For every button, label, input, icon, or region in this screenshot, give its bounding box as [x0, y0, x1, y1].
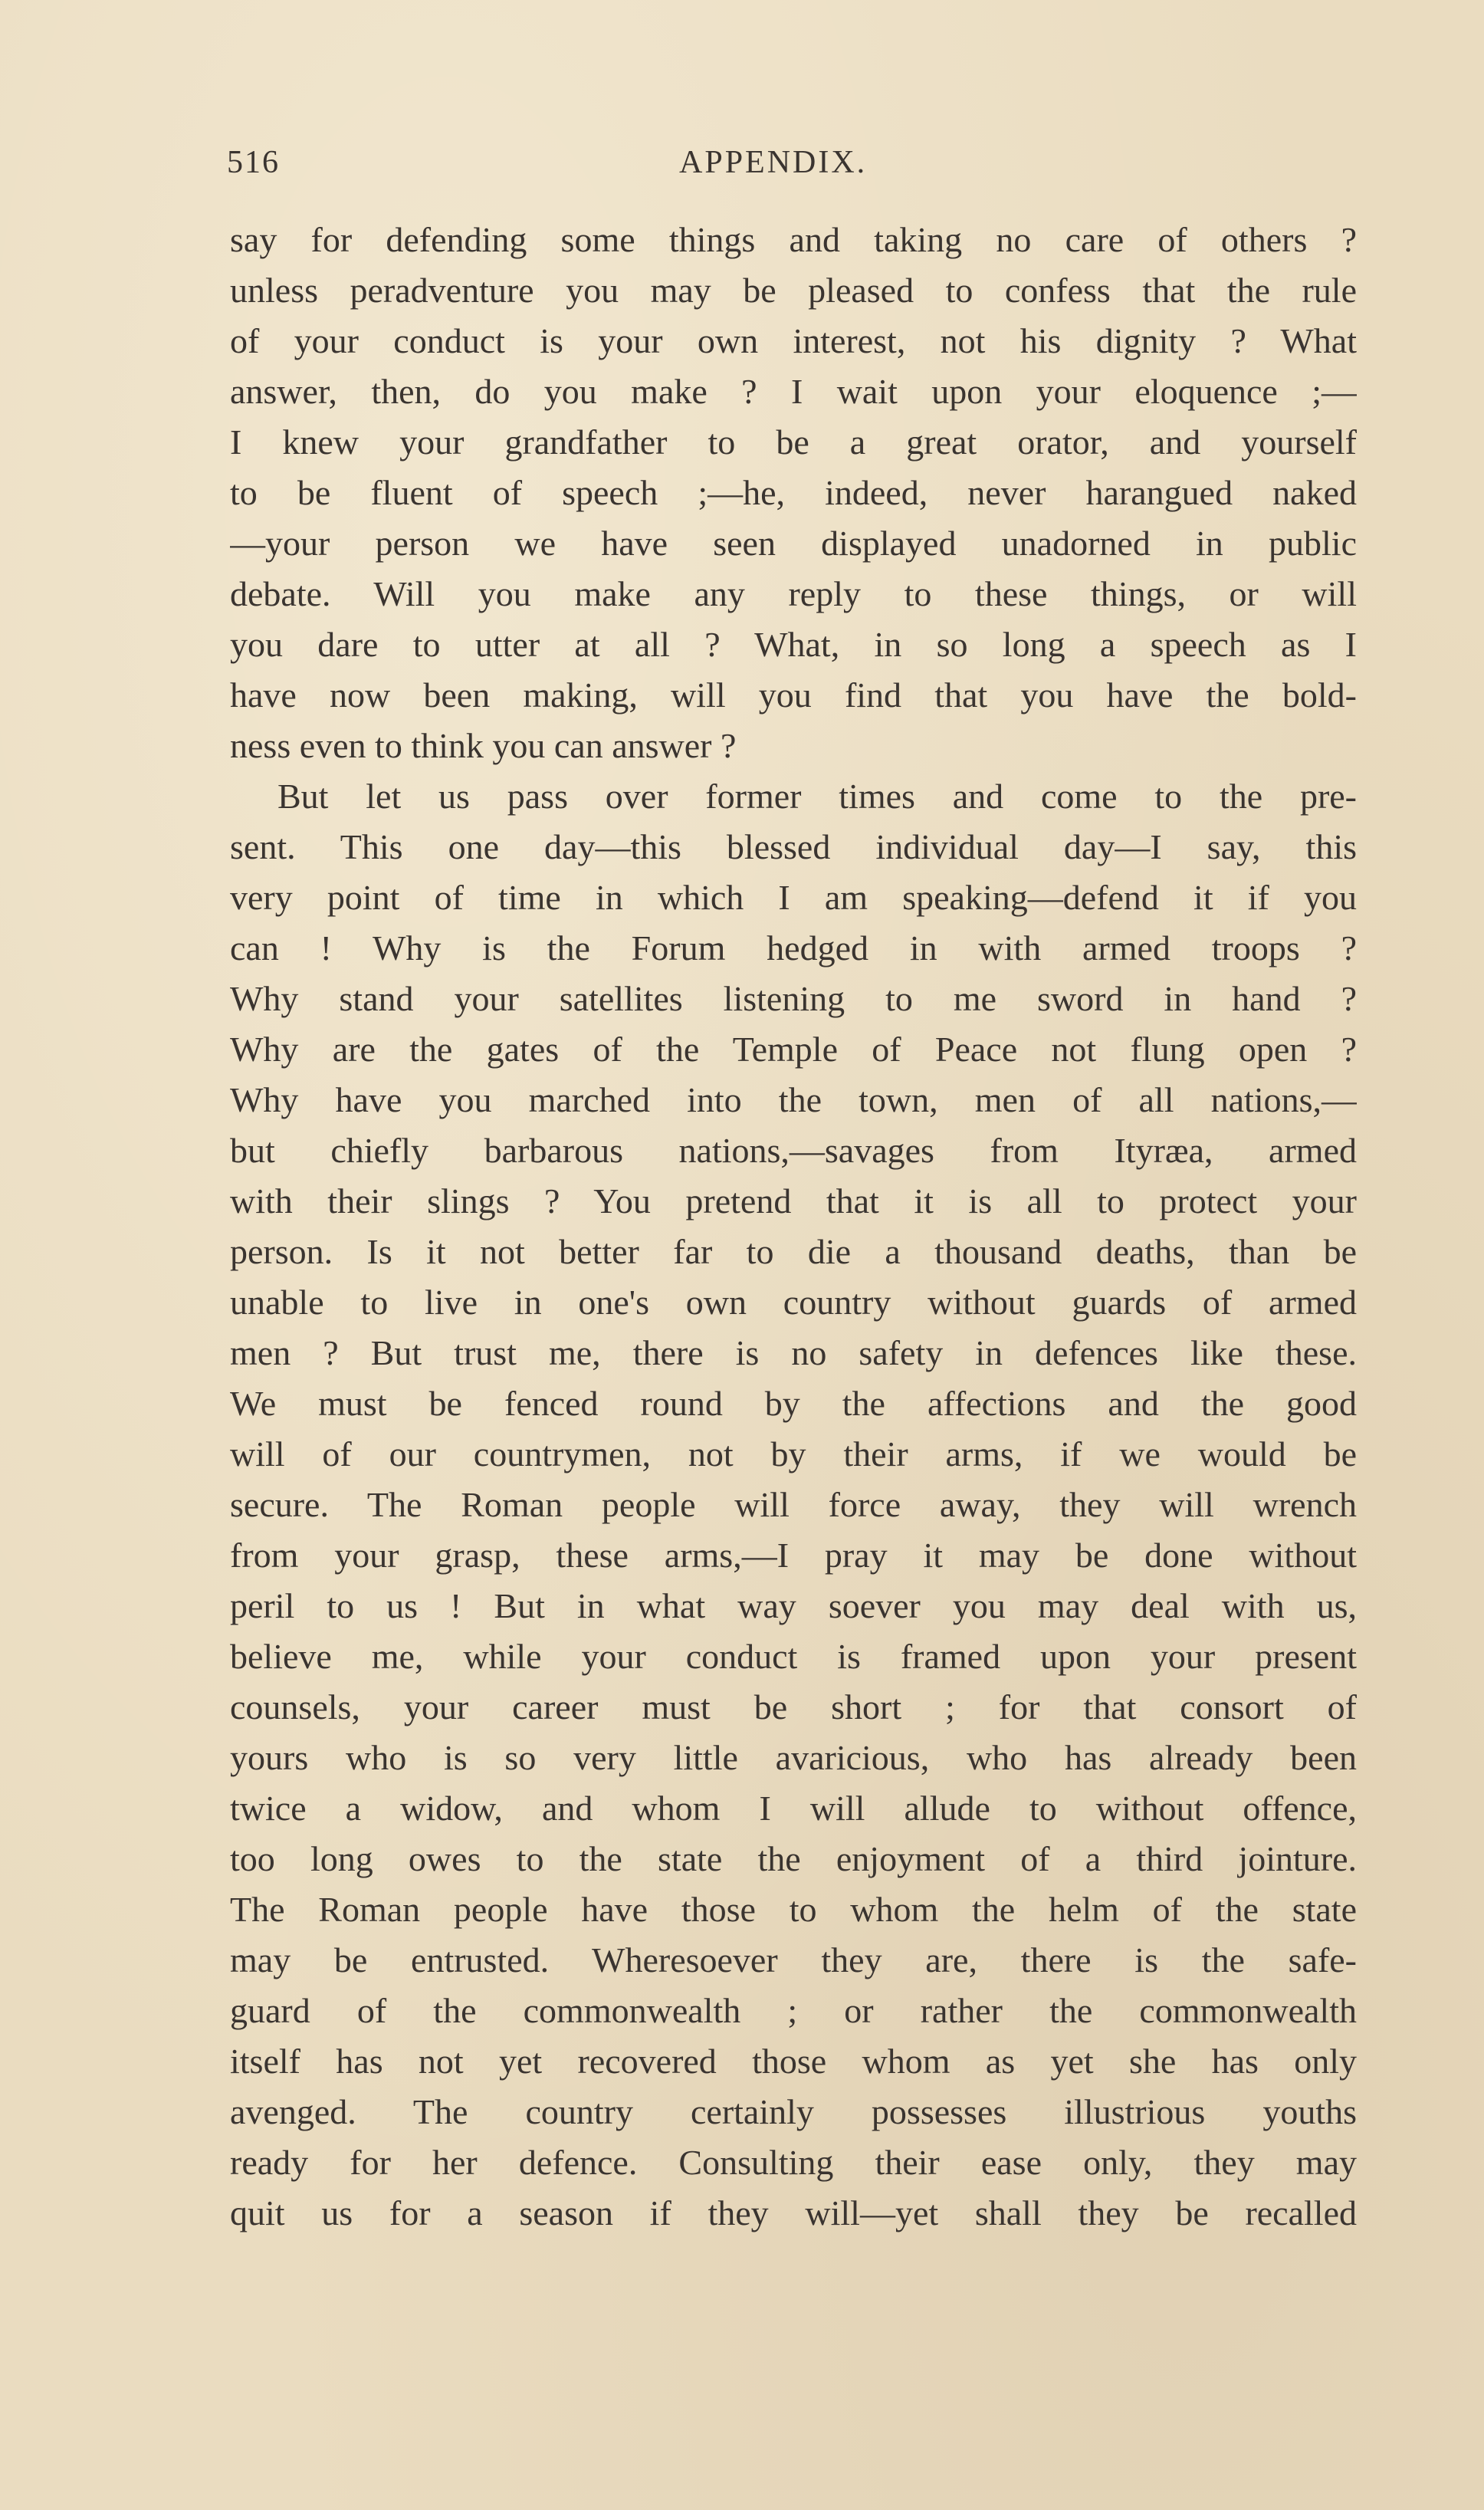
- text-line: twice a widow, and whom I will allude to without offence,: [230, 1789, 1357, 1828]
- text-line: unable to live in one's own country without guards of armed: [230, 1283, 1357, 1322]
- text-line: you dare to utter at all ? What, in so long a speech as I: [230, 625, 1357, 664]
- text-line: say for defending some things and taking no care of others ?: [230, 220, 1357, 259]
- text-line: very point of time in which I am speaking—defend it if you: [230, 878, 1357, 917]
- body-text: [230, 215, 1357, 2239]
- text-line: We must be fenced round by the affections and the good: [230, 1384, 1357, 1423]
- text-line: from your grasp, these arms,—I pray it may be done without: [230, 1536, 1357, 1575]
- text-line: guard of the commonwealth ; or rather the commonwealth: [230, 1991, 1357, 2030]
- text-line: peril to us ! But in what way soever you may deal with us,: [230, 1586, 1357, 1625]
- text-line: of your conduct is your own interest, not his dignity ? What: [230, 321, 1357, 360]
- text-line: men ? But trust me, there is no safety in defences like these.: [230, 1333, 1357, 1372]
- text-line: answer, then, do you make ? I wait upon your eloquence ;—: [230, 372, 1357, 411]
- text-line: sent. This one day—this blessed individual day—I say, this: [230, 827, 1357, 866]
- text-line: The Roman people have those to whom the helm of the state: [230, 1890, 1357, 1929]
- text-line: debate. Will you make any reply to these things, or will: [230, 574, 1357, 613]
- text-line: Why stand your satellites listening to me sword in hand ?: [230, 979, 1357, 1018]
- text-line: ness even to think you can answer ?: [230, 726, 737, 765]
- text-line: with their slings ? You pretend that it is all to protect your: [230, 1181, 1357, 1221]
- paragraph-start-line: But let us pass over former times and come to the pre-: [277, 777, 1357, 816]
- text-line: may be entrusted. Wheresoever they are, there is the safe-: [230, 1940, 1357, 1979]
- text-line: quit us for a season if they will—yet shall they be recalled: [230, 2193, 1357, 2232]
- text-line: but chiefly barbarous nations,—savages from Ityræa, armed: [230, 1131, 1357, 1170]
- text-line: believe me, while your conduct is framed upon your present: [230, 1637, 1357, 1676]
- text-line: person. Is it not better far to die a thousand deaths, than be: [230, 1232, 1357, 1271]
- running-head: APPENDIX.: [679, 145, 868, 180]
- text-line: ready for her defence. Consulting their ease only, they may: [230, 2143, 1357, 2182]
- page-header: [227, 135, 1354, 189]
- text-line: I knew your grandfather to be a great orator, and yourself: [230, 422, 1357, 462]
- page-number: 516: [227, 145, 280, 180]
- text-line: to be fluent of speech ;—he, indeed, never harangued naked: [230, 473, 1357, 512]
- text-line: —your person we have seen displayed unadorned in public: [230, 524, 1357, 563]
- text-line: have now been making, will you find that you have the bold-: [230, 675, 1357, 715]
- text-line: counsels, your career must be short ; for that consort of: [230, 1687, 1357, 1726]
- text-line: can ! Why is the Forum hedged in with armed troops ?: [230, 928, 1357, 968]
- text-line: Why are the gates of the Temple of Peace not flung open ?: [230, 1030, 1357, 1069]
- text-line: yours who is so very little avaricious, who has already been: [230, 1738, 1357, 1777]
- text-line: avenged. The country certainly possesses illustrious youths: [230, 2092, 1357, 2131]
- text-line: secure. The Roman people will force away, they will wrench: [230, 1485, 1357, 1524]
- text-line: unless peradventure you may be pleased to confess that the rule: [230, 271, 1357, 310]
- text-line: too long owes to the state the enjoyment of a third jointure.: [230, 1839, 1357, 1878]
- text-line: will of our countrymen, not by their arms, if we would be: [230, 1434, 1357, 1473]
- text-line: itself has not yet recovered those whom as yet she has only: [230, 2042, 1357, 2081]
- text-line: Why have you marched into the town, men of all nations,—: [230, 1080, 1357, 1119]
